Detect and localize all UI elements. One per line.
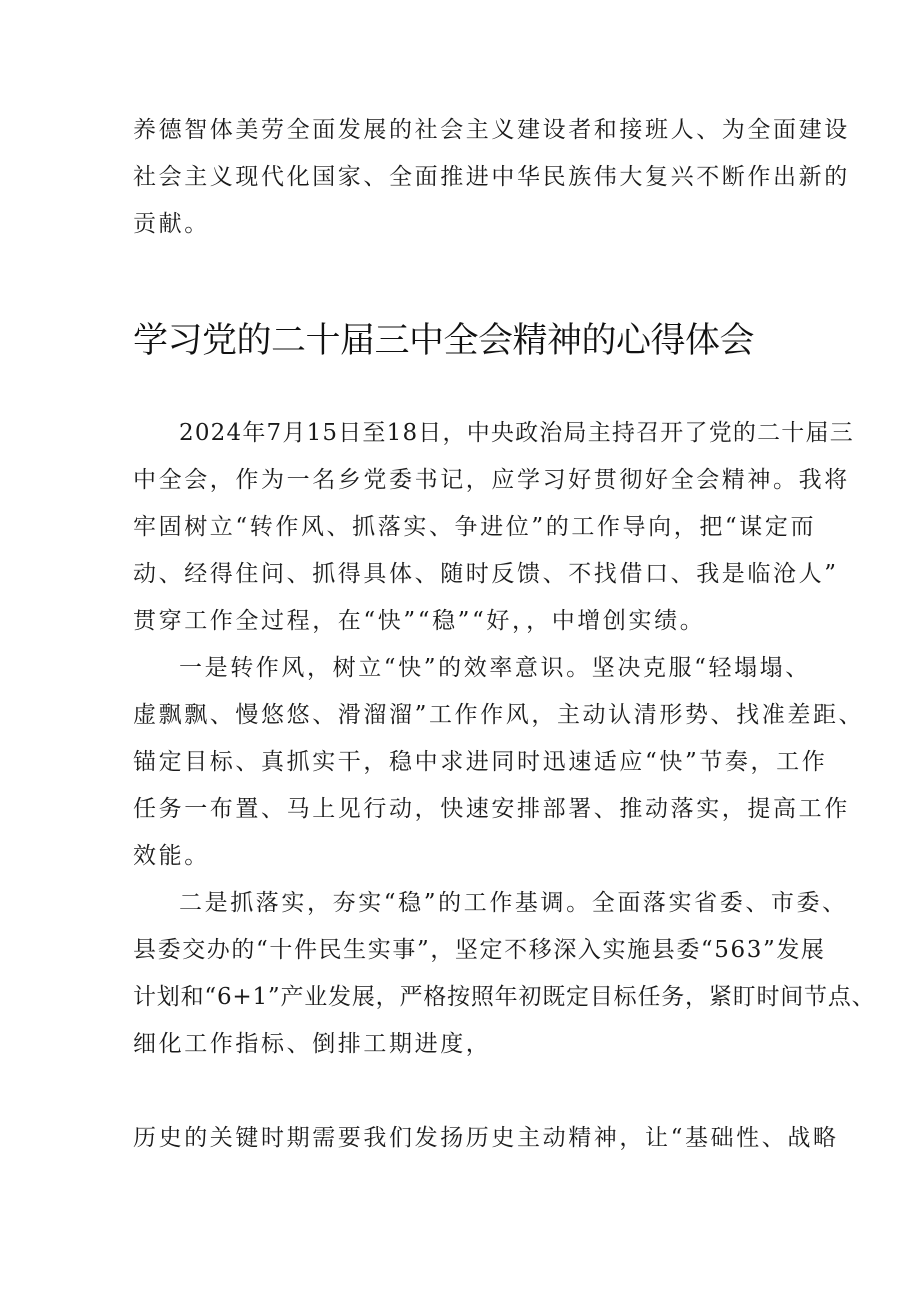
p3-line-1: 二是抓落实，夯实“稳”的工作基调。全面落实省委、市委、 [179, 890, 848, 916]
p2-line-4: 任务一布置、马上见行动，快速安排部署、推动落实，提高工作 [133, 796, 850, 822]
p1-line-4: 动、经得住问、抓得具体、随时反馈、不找借口、我是临沧人” [133, 561, 839, 587]
intro-line-1: 养德智体美劳全面发展的社会主义建设者和接班人、为全面建设 [133, 117, 850, 143]
p1-line-5: 贯穿工作全过程，在“快”“稳”“好，，中增创实绩。 [133, 608, 706, 634]
p1-line-2: 中全会，作为一名乡党委书记，应学习好贯彻好全会精神。我将 [133, 467, 850, 493]
p4-line-1: 历史的关键时期需要我们发扬历史主动精神，让“基础性、战略 [133, 1125, 839, 1151]
p2-line-3: 锚定目标、真抓实干，稳中求进同时迅速适应“快”节奏，工作 [133, 749, 828, 775]
p3-line-2: 县委交办的“十件民生实事”，坚定不移深入实施县委“563”发展 [133, 937, 826, 963]
p3-line-4: 细化工作指标、倒排工期进度， [133, 1031, 492, 1057]
p2-line-2: 虚飘飘、慢悠悠、滑溜溜”工作作风，主动认清形势、找准差距、 [133, 702, 865, 728]
p1-line-1: 2024年7月15日至18日，中央政治局主持召开了党的二十届三 [179, 420, 854, 446]
intro-line-2: 社会主义现代化国家、全面推进中华民族伟大复兴不断作出新的 [133, 164, 850, 190]
p2-line-1: 一是转作风，树立“快”的效率意识。坚决克服“轻塌塌、 [179, 655, 811, 681]
intro-line-3: 贡献。 [133, 211, 210, 237]
p3-line-3: 计划和“6+1”产业发展，严格按照年初既定目标任务，紧盯时间节点、 [133, 984, 876, 1010]
page-title: 学习党的二十届三中全会精神的心得体会 [133, 321, 755, 361]
p1-line-3: 牢固树立“转作风、抓落实、争进位”的工作导向，把“谋定而 [133, 514, 817, 540]
p2-line-5: 效能。 [133, 843, 210, 869]
